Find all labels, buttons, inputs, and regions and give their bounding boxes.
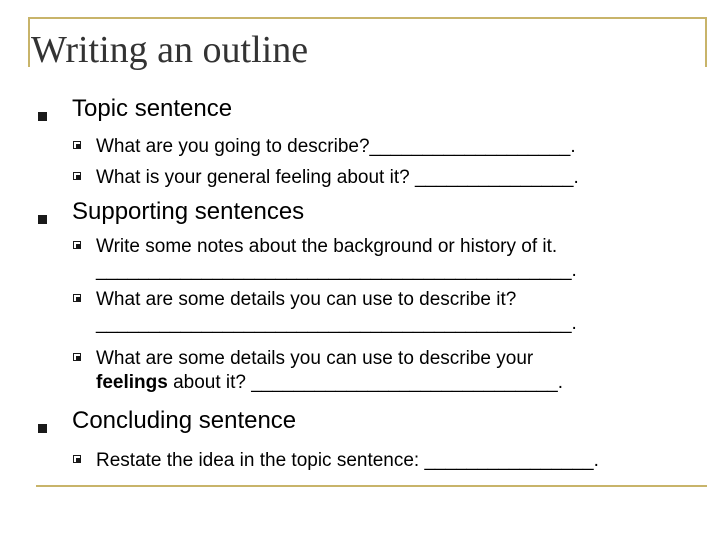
hollow-square-bullet-icon <box>73 241 81 249</box>
hollow-square-bullet-icon <box>73 172 81 180</box>
hollow-square-bullet-icon <box>73 353 81 361</box>
square-bullet-icon <box>38 112 47 121</box>
frame-left-rule <box>28 17 30 67</box>
list-item-continuation: _____________________________________________. <box>96 313 577 334</box>
section-heading-concluding: Concluding sentence <box>72 407 297 434</box>
slide-title: Writing an outline <box>31 29 309 71</box>
hollow-square-bullet-icon <box>73 141 81 149</box>
frame-bottom-rule <box>36 485 707 487</box>
list-item-continuation: _____________________________________________. <box>96 260 577 281</box>
list-item: Write some notes about the background or history of it. <box>96 236 558 257</box>
list-item-rest: about it? _____________________________. <box>167 372 563 393</box>
list-item: What is your general feeling about it? _______________. <box>96 167 579 188</box>
square-bullet-icon <box>38 215 47 224</box>
hollow-square-bullet-icon <box>73 294 81 302</box>
frame-top-rule <box>28 17 707 19</box>
section-heading-supporting: Supporting sentences <box>72 198 305 225</box>
list-item: What are some details you can use to describe your <box>96 348 534 369</box>
hollow-square-bullet-icon <box>73 455 81 463</box>
list-item: Restate the idea in the topic sentence: ________________. <box>96 450 599 471</box>
square-bullet-icon <box>38 424 47 433</box>
frame-right-rule <box>705 17 707 67</box>
list-item: What are some details you can use to describe it? <box>96 289 517 310</box>
section-heading-topic: Topic sentence <box>72 95 233 122</box>
list-item-continuation <box>96 371 563 395</box>
emphasis-text: feelings <box>96 372 168 393</box>
list-item: What are you going to describe?___________________. <box>96 136 576 157</box>
